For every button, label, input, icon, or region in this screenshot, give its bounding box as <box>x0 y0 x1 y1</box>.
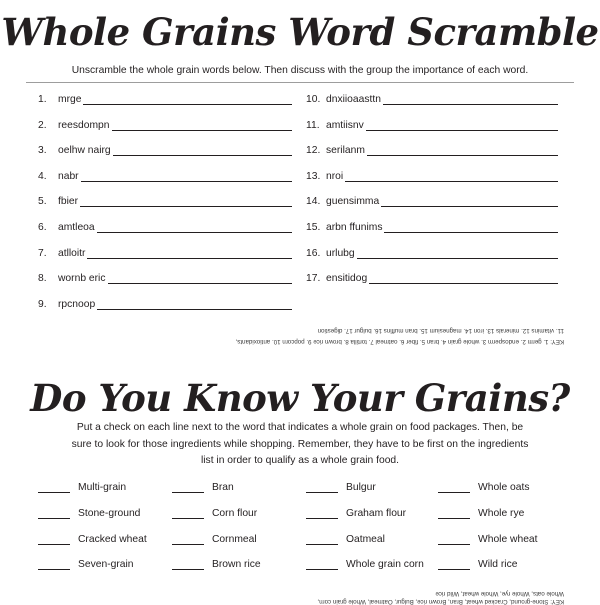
answer-line[interactable] <box>345 171 558 182</box>
item-number: 5. <box>38 196 47 208</box>
grain-name: Stone-ground <box>78 507 141 519</box>
check-line[interactable] <box>38 535 70 545</box>
check-line[interactable] <box>438 560 470 570</box>
answer-line[interactable] <box>87 248 292 259</box>
scrambled-word: rpcnoop <box>58 298 96 310</box>
grain-name: Seven-grain <box>78 559 134 571</box>
answer-line[interactable] <box>81 171 292 182</box>
item-number: 9. <box>38 298 47 310</box>
item-number: 1. <box>38 94 47 105</box>
check-line[interactable] <box>306 509 338 519</box>
grain-name: Brown rice <box>212 559 261 571</box>
grains-answer-key-line2: KEY: Stone-ground, Cracked wheat, Bran, Brown rice, Bulgur, Oatmeal, Whole grain corn, <box>317 598 564 605</box>
answer-line[interactable] <box>108 273 293 284</box>
scramble-item <box>38 120 292 146</box>
grain-name: Graham flour <box>346 507 407 519</box>
scramble-item <box>306 94 558 120</box>
scramble-item <box>306 145 558 171</box>
grains-column <box>306 482 438 585</box>
scramble-item <box>306 273 558 299</box>
scrambled-word: amtleoa <box>58 221 95 233</box>
scrambled-word: reesdompn <box>58 119 110 131</box>
grain-name: Bulgur <box>346 482 376 493</box>
scramble-list-left <box>38 94 308 324</box>
divider <box>26 82 574 83</box>
item-number: 11. <box>306 119 320 131</box>
answer-line[interactable] <box>83 94 292 105</box>
scramble-item <box>306 196 558 222</box>
answer-line[interactable] <box>381 196 558 207</box>
grain-item <box>172 534 304 560</box>
grain-item <box>172 559 304 585</box>
scrambled-word: nroi <box>326 170 344 182</box>
grain-name: Wild rice <box>478 559 518 571</box>
scramble-item <box>38 273 292 299</box>
grain-name: Oatmeal <box>346 533 385 545</box>
item-number: 2. <box>38 119 47 131</box>
answer-line[interactable] <box>366 120 558 131</box>
grain-item <box>172 482 304 508</box>
grains-answer-key-line1: Whole oats, Whole rye, Whole wheat, Wild rice <box>435 590 564 597</box>
item-number: 13. <box>306 170 321 182</box>
scrambled-word: serilanm <box>326 145 365 157</box>
answer-line[interactable] <box>80 196 292 207</box>
scramble-item <box>38 145 292 171</box>
check-line[interactable] <box>38 509 70 519</box>
scramble-item <box>38 222 292 248</box>
answer-line[interactable] <box>384 222 558 233</box>
item-number: 15. <box>306 221 321 233</box>
grain-item <box>38 559 170 585</box>
scramble-item <box>306 248 558 274</box>
grain-name: Whole rye <box>478 507 525 519</box>
answer-line[interactable] <box>112 120 292 131</box>
grain-item <box>38 482 170 508</box>
scramble-item <box>306 120 558 146</box>
scramble-item <box>306 222 558 248</box>
scrambled-word: guensimma <box>326 196 380 208</box>
check-line[interactable] <box>172 509 204 519</box>
grains-instructions: Put a check on each line next to the word that indicates a whole grain on food packages. Then, be sure to look for those ingredients while shopping. Remember, they have to be first on the ingredients list in order to qualify as a whole grain food. <box>71 422 529 466</box>
scramble-answer-key-line2: 11. vitamins 12. minerals 13. iron 14. magnesium 15. bran muffins 16. bulgur 17. digestion <box>317 327 564 334</box>
scrambled-word: fbier <box>58 196 79 208</box>
item-number: 14. <box>306 196 321 208</box>
check-line[interactable] <box>38 483 70 493</box>
item-number: 3. <box>38 145 47 157</box>
grain-item <box>172 508 304 534</box>
item-number: 12. <box>306 145 321 157</box>
scramble-item <box>38 171 292 197</box>
item-number: 17. <box>306 273 321 285</box>
answer-line[interactable] <box>383 94 558 105</box>
answer-line[interactable] <box>357 248 558 259</box>
answer-line[interactable] <box>97 222 292 233</box>
check-line[interactable] <box>438 535 470 545</box>
check-line[interactable] <box>38 560 70 570</box>
grain-item <box>306 534 438 560</box>
scramble-instructions: Unscramble the whole grain words below. Then discuss with the group the importance of each word. <box>71 65 529 76</box>
check-line[interactable] <box>172 535 204 545</box>
grain-name: Whole wheat <box>478 533 538 545</box>
grain-item <box>438 508 570 534</box>
scrambled-word: wornb eric <box>58 273 106 285</box>
scrambled-word: ensitidog <box>326 273 368 285</box>
scramble-title: Whole Grains Word Scramble <box>1 10 599 54</box>
grain-name: Multi-grain <box>78 482 127 493</box>
grain-item <box>38 508 170 534</box>
grain-name: Whole grain corn <box>346 559 424 571</box>
grain-item <box>438 559 570 585</box>
scrambled-word: nabr <box>58 170 79 182</box>
scramble-answer-key-line1: KEY: 1. germ 2. endosperm 3. whole grain 4. bran 5. fiber 6. oatmeal 7. tortilla 8. brown rice 9. popcorn 10. antioxidants, <box>235 338 564 345</box>
answer-line[interactable] <box>97 299 292 310</box>
scrambled-word: mrge <box>58 94 82 105</box>
item-number: 8. <box>38 273 47 285</box>
grains-title: Do You Know Your Grains? <box>30 376 570 420</box>
grains-column <box>38 482 170 585</box>
item-number: 4. <box>38 170 47 182</box>
scrambled-word: amtiisnv <box>326 119 364 131</box>
scramble-item <box>38 248 292 274</box>
grain-item <box>306 508 438 534</box>
check-line[interactable] <box>306 560 338 570</box>
answer-line[interactable] <box>113 145 292 156</box>
grain-item <box>438 534 570 560</box>
scramble-item <box>306 171 558 197</box>
scramble-list-right <box>306 94 576 299</box>
answer-line[interactable] <box>369 273 558 284</box>
item-number: 6. <box>38 221 47 233</box>
grain-name: Bran <box>212 482 234 493</box>
grain-name: Cornmeal <box>212 533 257 545</box>
scrambled-word: oelhw nairg <box>58 145 111 157</box>
item-number: 16. <box>306 247 321 259</box>
scramble-item <box>38 299 292 325</box>
check-line[interactable] <box>172 483 204 493</box>
item-number: 10. <box>306 94 321 105</box>
scrambled-word: urlubg <box>326 247 355 259</box>
grains-column <box>172 482 304 585</box>
scrambled-word: arbn ffunims <box>326 221 383 233</box>
check-line[interactable] <box>438 509 470 519</box>
grain-name: Cracked wheat <box>78 533 147 545</box>
grain-name: Corn flour <box>212 507 258 519</box>
check-line[interactable] <box>438 483 470 493</box>
check-line[interactable] <box>306 535 338 545</box>
scramble-item <box>38 94 292 120</box>
grains-column <box>438 482 570 585</box>
grain-item <box>306 482 438 508</box>
answer-line[interactable] <box>367 145 558 156</box>
grain-name: Whole oats <box>478 482 530 493</box>
check-line[interactable] <box>172 560 204 570</box>
scramble-item <box>38 196 292 222</box>
item-number: 7. <box>38 247 47 259</box>
scrambled-word: dnxiioaasttn <box>326 94 381 105</box>
grain-item <box>438 482 570 508</box>
check-line[interactable] <box>306 483 338 493</box>
scrambled-word: atlloitr <box>58 247 86 259</box>
grain-item <box>38 534 170 560</box>
grain-item <box>306 559 438 585</box>
